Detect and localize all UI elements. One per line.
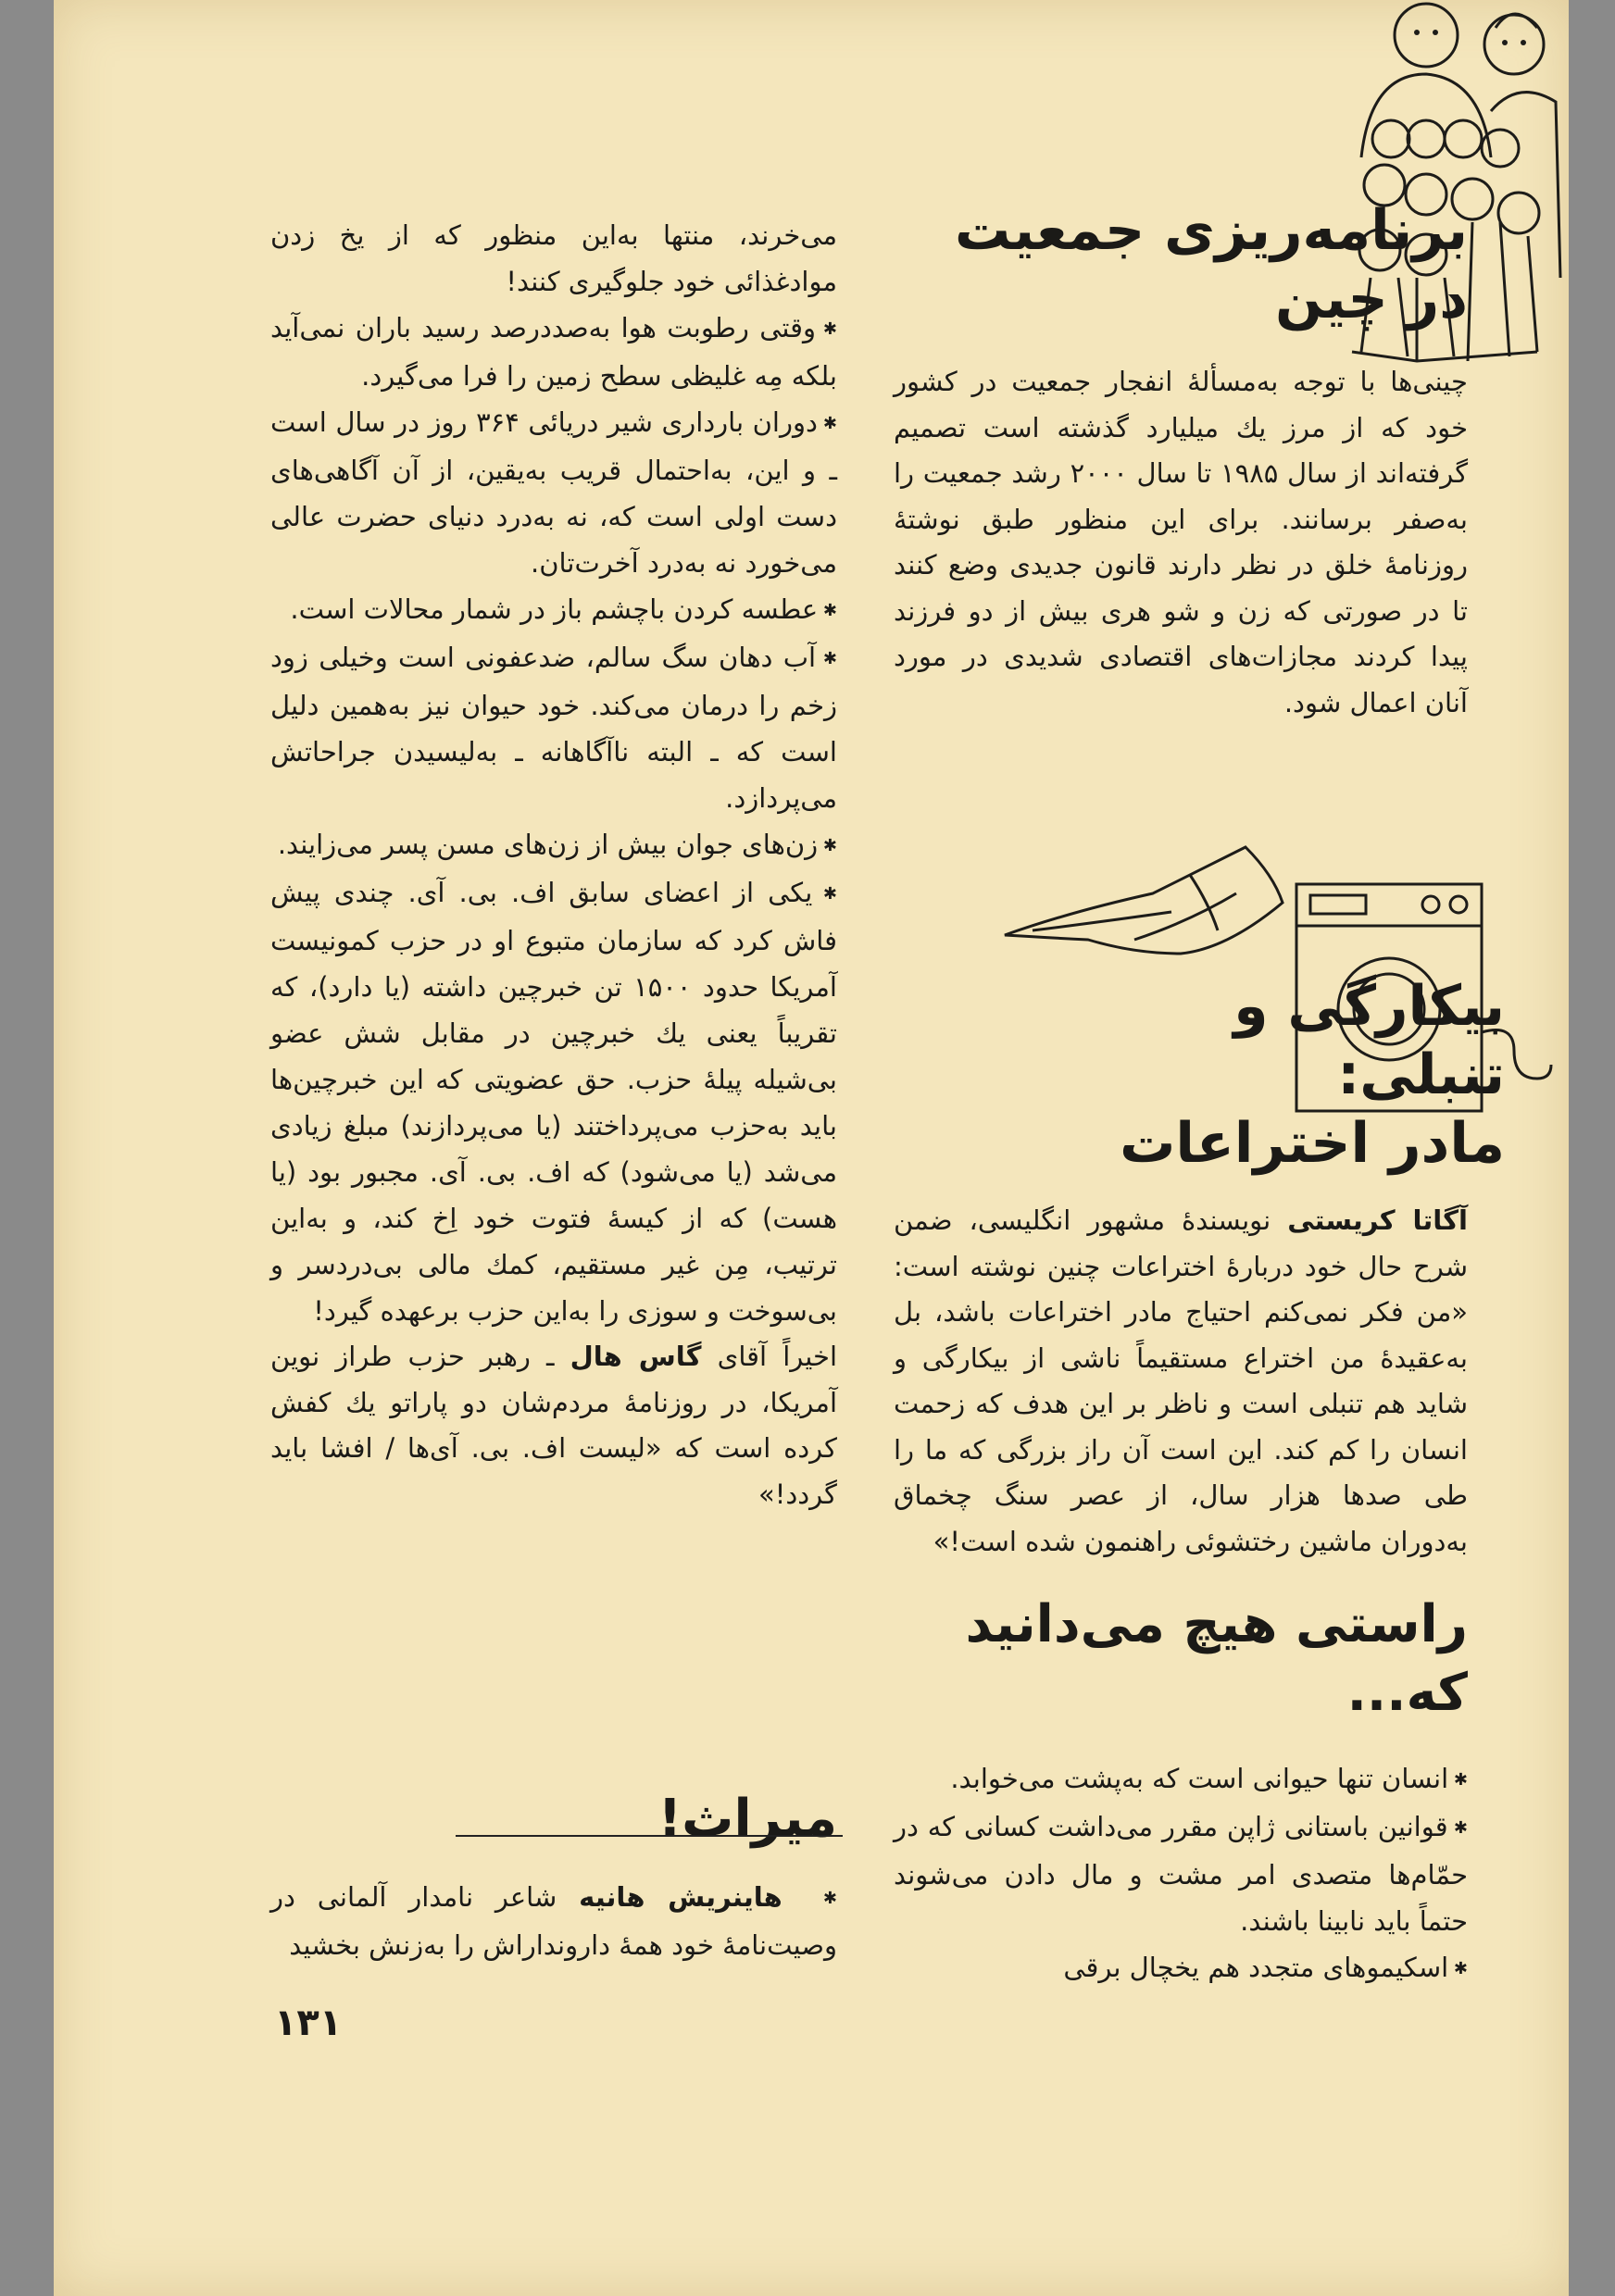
fact-item: ✱ زن‌های جوان بیش از زن‌های مسن پسر می‌زایند. [270, 821, 837, 869]
closing-before: اخیراً آقای [701, 1341, 837, 1372]
article-laziness [894, 972, 1505, 1565]
fact-item: ✱ عطسه کردن باچشم باز در شمار محالات است. [270, 586, 837, 634]
lead-text: نویسندهٔ مشهور انگلیسی، [969, 1204, 1288, 1236]
article-title [894, 196, 1468, 333]
author-name: آگاتا کریستی [1287, 1204, 1468, 1236]
inheritance-text [270, 1874, 837, 1968]
title-line-2: مادر اختراعات [1120, 1111, 1505, 1176]
fact-item: ✱ وقتی رطوبت هوا به‌صددرصد رسید باران نمی‌آید بلکه مِه غلیظی سطح زمین را فرا می‌گیرد. [270, 305, 837, 399]
article-population [894, 196, 1468, 726]
fact-item: ✱ قوانین باستانی ژاپن مقرر می‌داشت کسانی که در حمّام‌ها متصدی امر مشت و مال دادن می‌شوند حتماً باید نابینا باشند. [894, 1803, 1468, 1944]
article-title [1116, 972, 1505, 1178]
article-inheritance [270, 1785, 837, 1968]
left-column [270, 213, 837, 1517]
poet-name: هاینریش هانیه [579, 1881, 782, 1913]
title-line-1: برنامه‌ریزی جمعیت [954, 198, 1468, 263]
title-line-1: بیکارگی و تنبلی: [1233, 974, 1505, 1107]
article-title: راستی هیچ می‌دانید که... [965, 1594, 1468, 1723]
fact-item: ✱ انسان تنها حیوانی است که به‌پشت می‌خوابد. [894, 1755, 1468, 1803]
closing-after: ـ رهبر حزب طراز نوین آمریکا، در روزنامهٔ مردم‌شان دو پاراتو یك کفش کرده است که «لیست اف. بی. آی‌ها / افشا باید گردد!» [270, 1341, 837, 1510]
title-line-2: در چین [1275, 267, 1468, 331]
closing-name: گاس هال [570, 1341, 702, 1372]
article-title: میراث! [657, 1789, 837, 1849]
title-rule [456, 1835, 843, 1837]
article-paragraph [894, 1198, 1468, 1565]
fact-item: ✱ آب دهان سگ سالم، ضدعفونی است وخیلی زود زخم را درمان می‌کند. خود حیوان نیز به‌همین دلیل است که ـ البته ناآگاهانه ـ به‌لیسیدن جراحاتش می‌پردازد. [270, 634, 837, 821]
fact-item: ✱ یکی از اعضای سابق اف. بی. آی. چندی پیش فاش کرد که سازمان متبوع او در حزب کمونیست آمریکا حدود ۱۵۰۰ تن خبرچین داشته (یا دارد)، که تقریباً یعنی یك خبرچین در مقابل شش عضو بی‌شیله پیلهٔ حزب. حق عضویتی که این خبرچین‌ها باید به‌حزب می‌پرداختند (یا می‌پردازند) مبلغ زیادی می‌شد (یا می‌شود) که اف. بی. آی. مجبور بود (یا هست) که از کیسهٔ فتوت خود اِخ کند، و به‌این ترتیب، مِن غیر مستقیم، کمك مالی بی‌دردسر و بی‌سوخت و سوزی را به‌این حزب برعهده گیرد! [270, 869, 837, 1334]
article-paragraph: چینی‌ها با توجه به‌مسألهٔ انفجار جمعیت در کشور خود که از مرز یك میلیارد گذشته است تصمیم گرفته‌اند از سال ۱۹۸۵ تا سال ۲۰۰۰ رشد جمعیت را به‌صفر برسانند. برای این منظور طبق نوشتهٔ روزنامهٔ خلق در نظر دارند قانون جدیدی وضع کنند تا در صورتی که زن و شو هری بیش از دو فرزند پیدا کردند مجازات‌های اقتصادی شدیدی در مورد آنان اعمال شود. [894, 366, 1468, 718]
inheritance-body: شاعر نامدار آلمانی در وصیت‌نامهٔ خود همهٔ دارونداراش را به‌زنش بخشید [270, 1881, 837, 1961]
continuation-text: می‌خرند، منتها به‌این منظور که از یخ زدن موادغذائی خود جلوگیری کنند! [270, 219, 837, 297]
article-did-you-know [894, 1591, 1468, 1992]
fact-item: ✱ اسکیموهای متجدد هم یخچال برقی [894, 1944, 1468, 1992]
closing-paragraph [270, 1334, 837, 1517]
page-number: ۱۳۱ [274, 2002, 343, 2044]
fact-item: ✱ دوران بارداری شیر دریائی ۳۶۴ روز در سال است ـ و این، به‌احتمال قریب به‌یقین، از آن آگاهی‌های دست اولی است که، نه به‌درد دنیای حضرت عالی می‌خورد نه به‌درد آخرت‌تان. [270, 399, 837, 586]
quote-text: ضمن شرح حال خود دربارهٔ اختراعات چنین نوشته است: «من فکر نمی‌کنم احتیاج مادر اختراعات باشد، بل به‌عقیدهٔ من اختراع مستقیماً ناشی از بیکارگی و شاید هم تنبلی است و ناظر بر این هدف که زحمت انسان را کم کند. این است آن راز بزرگی که ما را طی صدها هزار سال، از عصر سنگ چخماق به‌دوران ماشین رختشوئی راهنمون شده است!» [894, 1204, 1468, 1557]
